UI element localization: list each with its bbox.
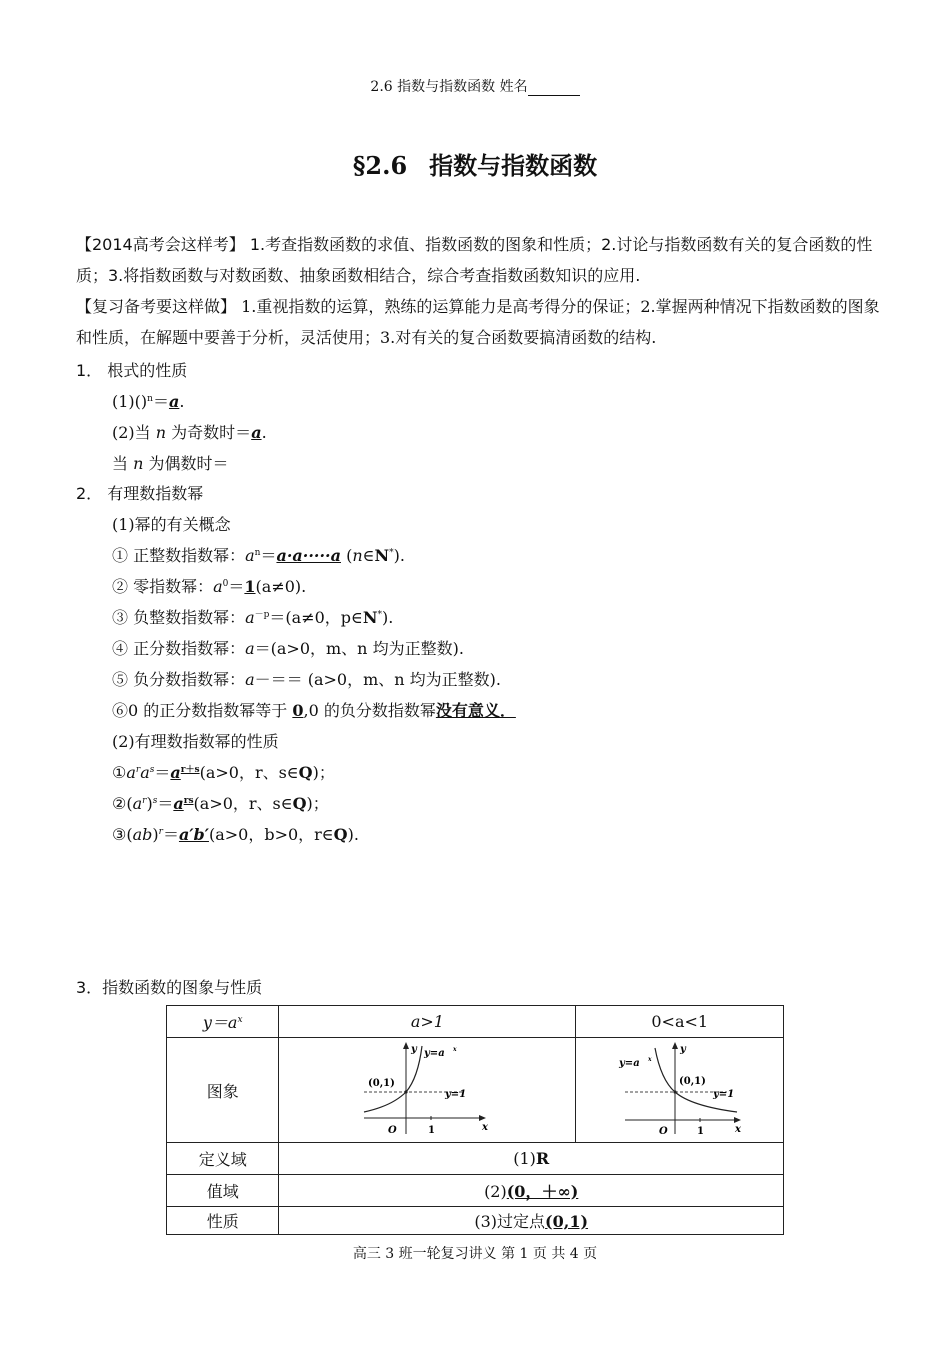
graph-decreasing (576, 1038, 784, 1143)
svg-text:y: y (679, 1044, 686, 1055)
property-2: $②(a^r)^s=a^{rs}(a>0$，r、s∈Q)； (112, 794, 329, 813)
section1-heading: 1． 根式的性质 (76, 361, 188, 380)
table-row-graph (167, 1038, 784, 1143)
table-row-range (167, 1175, 784, 1207)
svg-text:O: O (658, 1126, 668, 1136)
svg-text:1: 1 (428, 1125, 436, 1136)
exam-focus-label: 【2014高考会这样考】 (76, 235, 245, 254)
graph-label: 图象 (167, 1038, 279, 1143)
exponential-function-table (166, 1005, 784, 1235)
section3-heading: 3．指数函数的图象与性质 (76, 978, 263, 997)
range-label: 值域 (167, 1175, 279, 1207)
table-header-row (167, 1006, 784, 1038)
property-3: ③(ab)$^r$＝a′b′(a>0，b>0，r∈Q). (112, 825, 359, 844)
concept-negative-integer: ③ 负整数指数幂：$a^{-p}=(a\ne 0$，p∈N*). (112, 608, 394, 627)
title-text: 指数与指数函数 (429, 152, 598, 180)
range-value: (2)(0，＋∞) (279, 1175, 784, 1207)
svg-text:O: O (388, 1125, 398, 1136)
concept-zero: ② 零指数幂：$a^0=1(a\ne 0)$. (112, 577, 307, 596)
page-footer: 高三 3 班一轮复习讲义 第 1 页 共 4 页 (352, 1246, 598, 1262)
domain-value: (1)R (279, 1143, 784, 1175)
graph-increasing (279, 1038, 576, 1143)
property-value: (3)过定点(0,1) (279, 1207, 784, 1235)
svg-text:y=a: y=a (424, 1048, 446, 1059)
header-a-gt-1: a>1 (279, 1006, 576, 1038)
svg-text:(0,1): (0,1) (368, 1078, 396, 1089)
section1-item3: 当 n 为偶数时＝ (112, 454, 229, 473)
header-function: $y=a^x$ (167, 1006, 279, 1038)
domain-label: 定义域 (167, 1143, 279, 1175)
property-label: 性质 (167, 1207, 279, 1235)
table-row-domain (167, 1143, 784, 1175)
section2-sub1: (1)幂的有关概念 (112, 515, 231, 534)
header-a-lt-1: 0<a<1 (576, 1006, 784, 1038)
concept-positive-integer: ① 正整数指数幂：$a^n=a\cdot a\cdot\cdot\cdot\cdot\cdot a$ (n∈N*). (112, 546, 405, 565)
concept-positive-fraction: ④ 正分数指数幂：a＝(a>0，m、n 均为正整数). (112, 639, 464, 658)
svg-text:x: x (734, 1124, 741, 1135)
section-number: §2.6 (352, 151, 408, 180)
table-row-property (167, 1207, 784, 1235)
exam-focus-text: 1.考查指数函数的求值、指数函数的图象和性质；2.讨论与指数函数有关的复合函数的性质；3.将指数函数与对数函数、抽象函数相结合，综合考查指数函数知识的应用. (76, 235, 873, 285)
concept-negative-fraction: ⑤ 负分数指数幂：a－＝＝ (a>0，m、n 均为正整数). (112, 670, 501, 689)
svg-text:x: x (647, 1056, 652, 1063)
property-1: $①a^ra^s=a^{r+s}(a>0$，r、s∈Q)； (112, 763, 335, 782)
svg-text:x: x (453, 1046, 457, 1053)
page-header (0, 76, 950, 96)
svg-text:1: 1 (696, 1126, 704, 1136)
name-blank (528, 81, 580, 96)
header-text: 2.6 指数与指数函数 姓名 (370, 79, 528, 95)
concept-zero-power: ⑥0 的正分数指数幂等于 0,0 的负分数指数幂没有意义． (112, 701, 516, 720)
svg-text:x: x (482, 1122, 489, 1133)
section1-item1: (1)()$^n$＝a. (112, 392, 185, 411)
section1-item2: (2)当 n 为奇数时＝a. (112, 423, 267, 442)
exam-focus-paragraph (76, 229, 886, 291)
review-tips-paragraph (76, 291, 886, 353)
graph-decreasing-svg (615, 1040, 745, 1136)
page-title (0, 146, 950, 181)
section2-sub2: (2)有理数指数幂的性质 (112, 732, 279, 751)
svg-text:y=1: y=1 (712, 1089, 734, 1100)
svg-text:y=1: y=1 (445, 1089, 467, 1100)
review-tips-text: 1.重视指数的运算，熟练的运算能力是高考得分的保证；2.掌握两种情况下指数函数的图象和性质，在解题中要善于分析，灵活使用；3.对有关的复合函数要搞清函数的结构. (76, 297, 880, 347)
svg-text:y=a: y=a (618, 1058, 640, 1069)
svg-text:y: y (411, 1044, 418, 1055)
svg-text:(0,1): (0,1) (678, 1076, 706, 1087)
graph-increasing-svg (362, 1040, 492, 1136)
section2-heading: 2． 有理数指数幂 (76, 484, 204, 503)
review-tips-label: 【复习备考要这样做】 (76, 297, 237, 316)
